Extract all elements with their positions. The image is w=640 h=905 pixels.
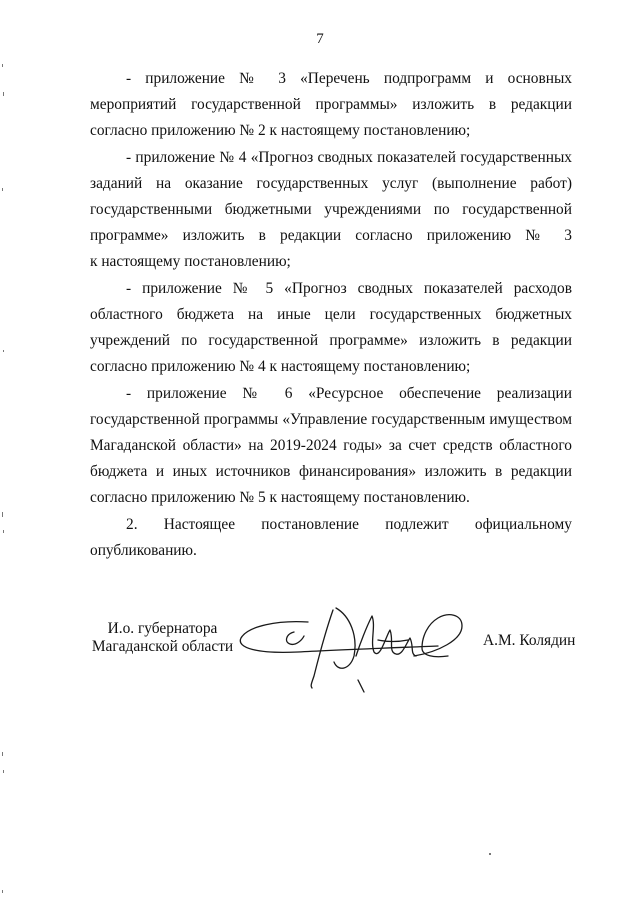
text-line: согласно приложению № 5 к настоящему постановлению. bbox=[90, 489, 470, 506]
text-line: учреждений по государственной программе» изложить в редакции bbox=[90, 332, 572, 349]
text-line: заданий на оказание государственных услуг (выполнение работ) bbox=[90, 175, 572, 192]
text-line: согласно приложению № 2 к настоящему постановлению; bbox=[90, 122, 471, 139]
text-line: Магаданской области» на 2019-2024 годы» за счет средств областного bbox=[90, 437, 572, 454]
page-number: 7 bbox=[316, 31, 324, 47]
text-line: к настоящему постановлению; bbox=[90, 253, 291, 270]
signatory-title-line2: Магаданской области bbox=[91, 638, 234, 655]
text-line: согласно приложению № 4 к настоящему постановлению; bbox=[90, 358, 471, 375]
text-line: - приложение № 3 «Перечень подпрограмм и основных bbox=[126, 70, 572, 87]
signatory-name: А.М. Колядин bbox=[483, 632, 576, 649]
text-line: - приложение № 4 «Прогноз сводных показателей государственных bbox=[126, 149, 572, 166]
text-line: 2. Настоящее постановление подлежит официальному bbox=[126, 516, 572, 533]
text-line: государственными бюджетными учреждениями по государственной bbox=[90, 201, 572, 218]
text-line: мероприятий государственной программы» изложить в редакции bbox=[90, 96, 572, 113]
text-line: областного бюджета на иные цели государственных бюджетных bbox=[90, 306, 572, 323]
text-line: бюджета и иных источников финансирования» изложить в редакции bbox=[90, 463, 572, 480]
text-line: - приложение № 6 «Ресурсное обеспечение реализации bbox=[126, 385, 572, 402]
text-line: - приложение № 5 «Прогноз сводных показателей расходов bbox=[126, 280, 572, 297]
text-line: программе» изложить в редакции согласно приложению № 3 bbox=[90, 227, 572, 244]
text-line: опубликованию. bbox=[90, 542, 197, 559]
signatory-title-line1: И.о. губернатора bbox=[107, 620, 218, 637]
text-line: государственной программы «Управление государственным имуществом bbox=[90, 411, 572, 428]
